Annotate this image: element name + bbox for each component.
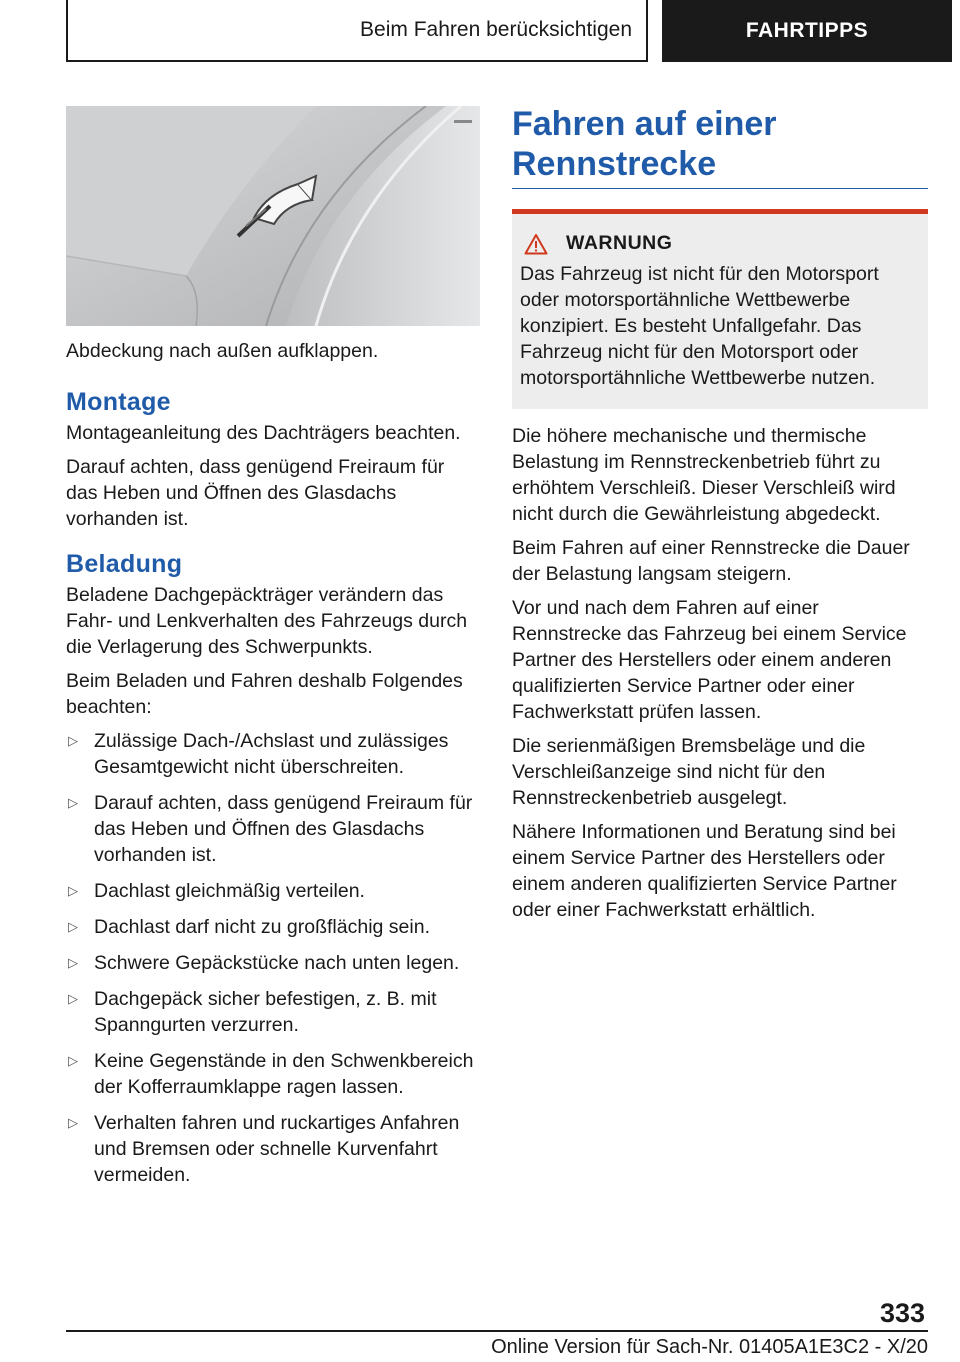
heading-beladung: Beladung — [66, 550, 183, 578]
triangle-bullet-icon: ▷ — [68, 955, 78, 970]
list-item: ▷ Dachlast darf nicht zu großflächig sein. — [68, 916, 430, 938]
triangle-bullet-icon: ▷ — [68, 883, 78, 898]
list-item: ▷ Keine Gegenstände in den Schwenkbereich der Kofferraumklappe ragen lassen. — [68, 1050, 474, 1098]
list-item: ▷ Dachgepäck sicher befestigen, z. B. mit Spanngurten verzurren. — [68, 988, 437, 1036]
warning-label: WARNUNG — [566, 232, 673, 254]
body-paragraph: Vor und nach dem Fahren auf einer Rennstrecke das Fahrzeug bei einem Service Partner des Herstellers oder einem anderen qualifizierten Service Partner oder einer Fachwerkstatt prüfen lassen. — [512, 597, 907, 723]
list-item: ▷ Zulässige Dach-/Achslast und zulässiges Gesamtgewicht nicht überschreiten. — [68, 730, 449, 778]
triangle-bullet-icon: ▷ — [68, 1053, 78, 1068]
beladung-list — [66, 728, 480, 1188]
triangle-bullet-icon: ▷ — [68, 1115, 78, 1130]
body-paragraph: Nähere Informationen und Beratung sind bei einem Service Partner des Herstellers oder einem anderen qualifizierten Service Partner oder einer Fachwerkstatt erhältlich. — [512, 821, 897, 921]
body-paragraph: Die höhere mechanische und thermische Belastung im Rennstreckenbetrieb führt zu erhöhtem Verschleiß. Dieser Verschleiß wird nicht durch die Gewährleistung abgedeckt. — [512, 425, 896, 525]
photo-caption: Abdeckung nach außen aufklappen. — [66, 340, 379, 362]
montage-paragraph: Darauf achten, dass genügend Freiraum für das Heben und Öffnen des Glasdachs vorhanden ist. — [66, 456, 445, 530]
warning-box — [512, 209, 928, 409]
triangle-bullet-icon: ▷ — [68, 991, 78, 1006]
section-title: Beim Fahren berücksichtigen — [360, 18, 632, 41]
list-item: ▷ Darauf achten, dass genügend Freiraum für das Heben und Öffnen des Glasdachs vorhanden ist. — [68, 792, 473, 866]
warning-triangle-icon — [524, 233, 548, 255]
triangle-bullet-icon: ▷ — [68, 795, 78, 810]
header-chapter-tab — [662, 0, 952, 62]
footer-divider — [66, 1330, 928, 1332]
footer-online-version: Online Version für Sach-Nr. 01405A1E3C2 - X/20 — [491, 1336, 928, 1358]
triangle-bullet-icon: ▷ — [68, 919, 78, 934]
warning-text: Das Fahrzeug ist nicht für den Motorsport oder motorsportähnliche Wettbewerbe konzipiert. Es besteht Unfallgefahr. Das Fahrzeug nicht für den Motorsport oder motorsportähnliche Wettbewerbe nutzen. — [520, 263, 879, 389]
roof-cover-photo — [66, 106, 480, 326]
beladung-paragraph: Beladene Dachgepäckträger verändern das Fahr- und Lenkverhalten des Fahrzeugs durch die Verlagerung des Schwerpunkts. — [66, 584, 468, 658]
body-paragraph: Beim Fahren auf einer Rennstrecke die Dauer der Belastung langsam steigern. — [512, 537, 910, 585]
section-beladung — [66, 548, 480, 1188]
list-item: ▷ Verhalten fahren und ruckartiges Anfahren und Bremsen oder schnelle Kurvenfahrt vermeiden. — [68, 1112, 460, 1186]
right-column — [512, 104, 928, 931]
left-column — [66, 338, 480, 1204]
heading-rennstrecke: Fahren auf einer Rennstrecke — [512, 104, 928, 189]
body-paragraph: Die serienmäßigen Bremsbeläge und die Verschleißanzeige sind nicht für den Rennstreckenbetrieb ausgelegt. — [512, 735, 866, 809]
montage-paragraph: Montageanleitung des Dachträgers beachten. — [66, 422, 461, 444]
list-item: ▷ Dachlast gleichmäßig verteilen. — [68, 880, 365, 902]
heading-montage: Montage — [66, 388, 171, 416]
warning-header — [520, 232, 922, 255]
header-section-title — [66, 0, 648, 62]
beladung-paragraph: Beim Beladen und Fahren deshalb Folgendes beachten: — [66, 670, 463, 718]
page-number: 333 — [880, 1298, 926, 1328]
section-montage — [66, 386, 480, 532]
roof-cover-illustration — [66, 106, 480, 326]
chapter-title: FAHRTIPPS — [745, 19, 869, 42]
list-item: ▷ Schwere Gepäckstücke nach unten legen. — [68, 952, 460, 974]
triangle-bullet-icon: ▷ — [68, 733, 78, 748]
